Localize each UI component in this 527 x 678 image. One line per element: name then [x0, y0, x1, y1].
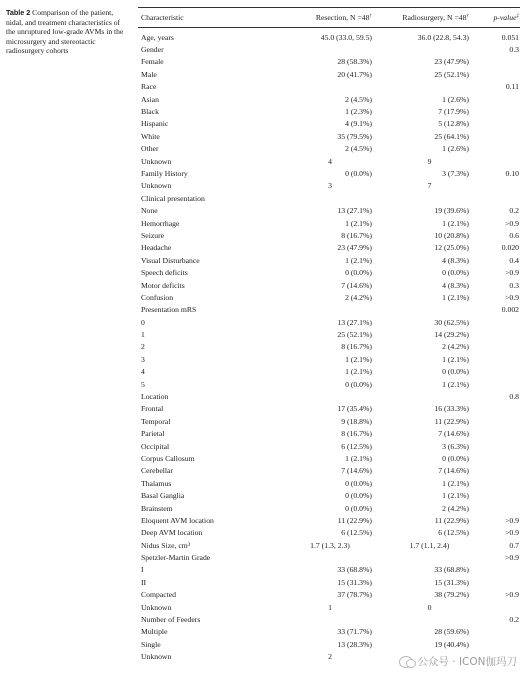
row-label: Age, years	[141, 32, 174, 42]
table-caption	[6, 8, 124, 56]
resection-value: 9 (18.8%)	[341, 416, 372, 426]
row-label: II	[141, 577, 147, 587]
table-row	[138, 465, 520, 477]
radiosurgery-value: 12 (25.0%)	[434, 243, 469, 253]
row-label: Presentation mRS	[141, 305, 197, 315]
resection-value: 8 (16.7%)	[341, 429, 372, 439]
resection-value: 6 (12.5%)	[341, 441, 372, 451]
table-row	[138, 81, 520, 93]
radiosurgery-value: 0	[427, 602, 432, 612]
p-value: >0.9	[505, 268, 519, 278]
radiosurgery-value: 7 (14.6%)	[438, 429, 469, 439]
resection-value: 0 (0.0%)	[345, 503, 372, 513]
resection-value: 2 (4.2%)	[345, 292, 372, 302]
row-label: Other	[141, 144, 159, 154]
table-row	[138, 589, 520, 601]
resection-value: 33 (68.8%)	[337, 565, 372, 575]
table-row	[138, 626, 520, 638]
table-row	[138, 489, 520, 501]
table-row	[138, 68, 520, 80]
resection-value: 8 (16.7%)	[341, 230, 372, 240]
resection-value: 0 (0.0%)	[345, 379, 372, 389]
radiosurgery-value: 4 (8.3%)	[442, 255, 469, 265]
row-label: Thalamus	[141, 478, 172, 488]
p-value: >0.9	[505, 553, 519, 563]
row-label: Unknown	[141, 652, 172, 662]
p-value: 0.020	[501, 243, 519, 253]
radiosurgery-value: 14 (29.2%)	[434, 330, 469, 340]
resection-value: 35 (79.5%)	[337, 131, 372, 141]
resection-value: 11 (22.9%)	[337, 515, 372, 525]
resection-value: 23 (47.9%)	[337, 243, 372, 253]
resection-value: 4	[328, 156, 332, 166]
row-label: 0	[141, 317, 145, 327]
table-row	[138, 613, 520, 625]
resection-value: 7 (14.6%)	[341, 280, 372, 290]
resection-value: 1.7 (1.3, 2.3)	[310, 540, 350, 550]
radiosurgery-value: 0 (0.0%)	[442, 453, 469, 463]
table-row	[138, 390, 520, 402]
table-row	[138, 601, 520, 613]
row-label: Deep AVM location	[141, 528, 203, 538]
table-row	[138, 564, 520, 576]
table-row	[138, 477, 520, 489]
resection-value: 1 (2.3%)	[345, 107, 372, 117]
resection-value: 13 (28.3%)	[337, 639, 372, 649]
table-row	[138, 328, 520, 340]
row-label: Single	[141, 639, 161, 649]
p-value: 0.4	[509, 255, 519, 265]
row-label: Corpus Callosum	[141, 453, 195, 463]
resection-value: 15 (31.3%)	[337, 577, 372, 587]
table-caption-text: Comparison of the patient, nidal, and treatment characteristics of the unruptured low-grade AVMs in the microsurgery and stereotactic radiosurgery cohorts	[6, 8, 124, 56]
row-label: Asian	[141, 94, 159, 104]
table-row	[138, 217, 520, 229]
row-label: Female	[141, 57, 164, 67]
table-row	[138, 428, 520, 440]
header-radiosurgery: Radiosurgery, N =48†	[402, 13, 469, 22]
radiosurgery-value: 19 (40.4%)	[434, 639, 469, 649]
table-row	[138, 43, 520, 55]
resection-value: 0 (0.0%)	[345, 268, 372, 278]
radiosurgery-value: 1 (2.1%)	[442, 292, 469, 302]
resection-value: 1 (2.1%)	[345, 354, 372, 364]
wechat-icon	[399, 656, 413, 668]
resection-value: 1 (2.1%)	[345, 255, 372, 265]
header-characteristic: Characteristic	[141, 13, 184, 22]
table-row	[138, 366, 520, 378]
table-row	[138, 502, 520, 514]
table-header	[138, 8, 520, 27]
row-label: Occipital	[141, 441, 170, 451]
resection-value: 37 (78.7%)	[337, 590, 372, 600]
row-label: None	[141, 206, 158, 216]
row-label: Hemorrhage	[141, 218, 180, 228]
radiosurgery-value: 16 (33.3%)	[434, 404, 469, 414]
row-label: Headache	[141, 243, 172, 253]
radiosurgery-value: 1 (2.1%)	[442, 218, 469, 228]
row-label: 5	[141, 379, 145, 389]
p-value: 0.3	[509, 45, 519, 55]
table-row	[138, 638, 520, 650]
p-value: >0.9	[505, 218, 519, 228]
table-row	[138, 56, 520, 68]
row-label: Confusion	[141, 292, 174, 302]
table-row	[138, 576, 520, 588]
table-body	[138, 28, 520, 663]
row-label: Cerebellar	[141, 466, 174, 476]
resection-value: 28 (58.3%)	[337, 57, 372, 67]
row-label: 2	[141, 342, 145, 352]
table-row	[138, 353, 520, 365]
radiosurgery-value: 15 (31.3%)	[434, 577, 469, 587]
row-label: 4	[141, 367, 145, 377]
radiosurgery-value: 0 (0.0%)	[442, 268, 469, 278]
p-value: 0.11	[505, 82, 519, 92]
table-row	[138, 167, 520, 179]
resection-value: 8 (16.7%)	[341, 342, 372, 352]
row-label: Multiple	[141, 627, 168, 637]
radiosurgery-value: 9	[427, 156, 432, 166]
radiosurgery-value: 30 (62.5%)	[434, 317, 469, 327]
row-label: Compacted	[141, 590, 177, 600]
resection-value: 2	[328, 652, 332, 662]
p-value: >0.9	[505, 515, 519, 525]
resection-value: 6 (12.5%)	[341, 528, 372, 538]
row-label: Location	[141, 392, 169, 402]
p-value: 0.3	[509, 280, 519, 290]
table-row	[138, 378, 520, 390]
table-row	[138, 143, 520, 155]
row-label: Frontal	[141, 404, 164, 414]
radiosurgery-value: 4 (8.3%)	[442, 280, 469, 290]
resection-value: 0 (0.0%)	[345, 491, 372, 501]
p-value: 0.2	[509, 206, 519, 216]
radiosurgery-value: 0 (0.0%)	[442, 367, 469, 377]
radiosurgery-value: 2 (4.2%)	[442, 503, 469, 513]
row-label: Gender	[141, 45, 164, 55]
radiosurgery-value: 25 (64.1%)	[434, 131, 469, 141]
table-row	[138, 341, 520, 353]
row-label: Seizure	[141, 230, 165, 240]
p-value: 0.6	[509, 230, 519, 240]
radiosurgery-value: 5 (12.8%)	[438, 119, 469, 129]
resection-value: 45.0 (33.0, 59.5)	[320, 32, 372, 42]
p-value: 0.7	[509, 540, 519, 550]
data-table	[138, 7, 520, 663]
radiosurgery-value: 7 (14.6%)	[438, 466, 469, 476]
row-label: Black	[141, 107, 159, 117]
table-row	[138, 118, 520, 130]
resection-value: 13 (27.1%)	[337, 206, 372, 216]
table-row	[138, 229, 520, 241]
table-row	[138, 93, 520, 105]
p-value: 0.2	[509, 615, 519, 625]
resection-value: 2 (4.5%)	[345, 94, 372, 104]
radiosurgery-value: 36.0 (22.8, 54.3)	[417, 32, 469, 42]
resection-value: 13 (27.1%)	[337, 317, 372, 327]
row-label: Parietal	[141, 429, 165, 439]
table-row	[138, 204, 520, 216]
row-label: White	[141, 131, 160, 141]
resection-value: 25 (52.1%)	[337, 330, 372, 340]
radiosurgery-value: 28 (59.6%)	[434, 627, 469, 637]
radiosurgery-value: 23 (47.9%)	[434, 57, 469, 67]
table-row	[138, 440, 520, 452]
resection-value: 17 (35.4%)	[337, 404, 372, 414]
row-label: Eloquent AVM location	[141, 515, 214, 525]
row-label: Speech deficits	[141, 268, 188, 278]
resection-value: 2 (4.5%)	[345, 144, 372, 154]
row-label: Male	[141, 69, 157, 79]
radiosurgery-value: 6 (12.5%)	[438, 528, 469, 538]
table-row	[138, 279, 520, 291]
table-row	[138, 415, 520, 427]
radiosurgery-value: 1 (2.6%)	[442, 144, 469, 154]
resection-value: 1	[328, 602, 332, 612]
table-row	[138, 551, 520, 563]
row-label: Unknown	[141, 156, 172, 166]
table-row	[138, 452, 520, 464]
table-row	[138, 31, 520, 43]
resection-value: 7 (14.6%)	[341, 466, 372, 476]
row-label: Hispanic	[141, 119, 169, 129]
table-row	[138, 539, 520, 551]
radiosurgery-value: 10 (20.8%)	[434, 230, 469, 240]
table-row	[138, 266, 520, 278]
row-label: Basal Ganglia	[141, 491, 185, 501]
radiosurgery-value: 25 (52.1%)	[434, 69, 469, 79]
radiosurgery-value: 19 (39.6%)	[434, 206, 469, 216]
resection-value: 0 (0.0%)	[345, 478, 372, 488]
radiosurgery-value: 2 (4.2%)	[442, 342, 469, 352]
radiosurgery-value: 1 (2.1%)	[442, 491, 469, 501]
row-label: Motor deficits	[141, 280, 185, 290]
resection-value: 1 (2.1%)	[345, 367, 372, 377]
p-value: 0.8	[509, 392, 519, 402]
table-row	[138, 403, 520, 415]
table-row	[138, 514, 520, 526]
radiosurgery-value: 33 (68.8%)	[434, 565, 469, 575]
table-row	[138, 192, 520, 204]
resection-value: 0 (0.0%)	[345, 168, 372, 178]
header-pvalue: p-value‡	[493, 13, 519, 22]
radiosurgery-value: 38 (79.2%)	[434, 590, 469, 600]
resection-value: 1 (2.1%)	[345, 218, 372, 228]
table-row	[138, 304, 520, 316]
table-row	[138, 316, 520, 328]
radiosurgery-value: 7	[427, 181, 432, 191]
table-row	[138, 254, 520, 266]
row-label: Brainstem	[141, 503, 173, 513]
row-label: Unknown	[141, 181, 172, 191]
radiosurgery-value: 3 (6.3%)	[442, 441, 469, 451]
row-label: Unknown	[141, 602, 172, 612]
radiosurgery-value: 1 (2.1%)	[442, 379, 469, 389]
row-label: Visual Disturbance	[141, 255, 200, 265]
row-label: Nidus Size, cm³	[141, 540, 191, 550]
table-row	[138, 291, 520, 303]
resection-value: 3	[328, 181, 332, 191]
row-label: Race	[141, 82, 157, 92]
table-row	[138, 155, 520, 167]
row-label: 1	[141, 330, 145, 340]
resection-value: 33 (71.7%)	[337, 627, 372, 637]
table-row	[138, 130, 520, 142]
radiosurgery-value: 1 (2.6%)	[442, 94, 469, 104]
row-label: Spetzler-Martin Grade	[141, 553, 211, 563]
radiosurgery-value: 7 (17.9%)	[438, 107, 469, 117]
row-label: 3	[141, 354, 145, 364]
row-label: Clinical presentation	[141, 193, 205, 203]
p-value: 0.051	[501, 32, 519, 42]
radiosurgery-value: 11 (22.9%)	[434, 416, 469, 426]
header-resection: Resection, N =48†	[315, 13, 372, 22]
row-label: I	[141, 565, 144, 575]
radiosurgery-value: 1.7 (1.1, 2.4)	[409, 540, 450, 550]
watermark-text: 公众号 · ICON伽玛刀	[417, 656, 517, 668]
radiosurgery-value: 3 (7.3%)	[442, 168, 469, 178]
resection-value: 1 (2.1%)	[345, 453, 372, 463]
p-value: >0.9	[505, 292, 519, 302]
table-label: Table 2	[6, 8, 31, 17]
row-label: Number of Feeders	[141, 615, 201, 625]
p-value: >0.9	[505, 590, 519, 600]
watermark	[399, 654, 517, 669]
resection-value: 20 (41.7%)	[337, 69, 372, 79]
resection-value: 4 (9.1%)	[345, 119, 372, 129]
p-value: 0.002	[501, 305, 519, 315]
p-value: >0.9	[505, 528, 519, 538]
table-row	[138, 180, 520, 192]
radiosurgery-value: 1 (2.1%)	[442, 478, 469, 488]
radiosurgery-value: 1 (2.1%)	[442, 354, 469, 364]
p-value: 0.10	[505, 168, 519, 178]
row-label: Temporal	[141, 416, 171, 426]
table-row	[138, 527, 520, 539]
table-row	[138, 105, 520, 117]
row-label: Family History	[141, 168, 188, 178]
radiosurgery-value: 11 (22.9%)	[434, 515, 469, 525]
table-row	[138, 242, 520, 254]
